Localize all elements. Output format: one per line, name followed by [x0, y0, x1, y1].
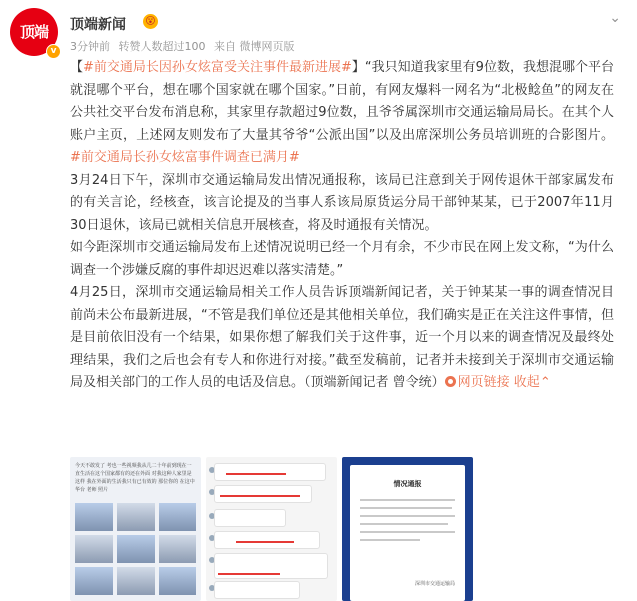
- collapse-label: 收起: [513, 375, 540, 390]
- link-icon: [445, 376, 456, 387]
- photo-tile: [159, 567, 196, 595]
- photo-tile: [117, 535, 155, 563]
- photo-tile: [75, 535, 113, 563]
- highlight-underline: [220, 495, 300, 497]
- notice-paper: [350, 465, 465, 601]
- post-meta: [70, 38, 300, 54]
- photo-tile: [75, 503, 113, 531]
- post-paragraph-1: [70, 57, 614, 170]
- post-header: [10, 8, 627, 56]
- notice-signature: 深圳市交通运输局: [414, 581, 455, 587]
- highlight-underline: [218, 573, 280, 575]
- post-paragraph-2: 3月24日下午，深圳市交通运输局发出情况通报称，该局已注意到关于网传退休干部家属发布的有关言论，经核查，该言论提及的当事人系该局原货运分局干部钟某某，已于2007年11月30日退休，该局已就相关信息开展核查，将及时通报有关情况。: [70, 172, 614, 233]
- notice-text-line: [360, 499, 455, 501]
- bracket-open: 【: [70, 60, 84, 75]
- highlight-underline: [236, 541, 294, 543]
- comment-bubble: [214, 531, 320, 549]
- repost-count: 转赞人数超过100: [118, 40, 206, 53]
- post-paragraph-3: 如今距深圳市交通运输局发布上述情况说明已经一个月有余，不少市民在网上发文称，“为什么调查一个涉嫌反腐的事件却迟迟难以落实清楚。”: [70, 240, 614, 278]
- image-gallery: [70, 457, 530, 601]
- photo-tile: [117, 567, 155, 595]
- web-link[interactable]: [445, 375, 510, 390]
- notice-text-line: [360, 531, 455, 533]
- screenshot-post-photos[interactable]: [70, 457, 201, 601]
- screenshot-comments[interactable]: [206, 457, 337, 601]
- post-paragraph-4: [70, 282, 614, 395]
- post-time[interactable]: 3分钟前: [70, 40, 110, 53]
- comment-bubble: [214, 463, 326, 481]
- comment-bubble: [214, 581, 300, 599]
- notice-title: 情况通报: [393, 480, 422, 488]
- account-name[interactable]: 顶端新闻: [70, 17, 126, 33]
- comment-bubble: [214, 553, 328, 579]
- highlight-underline: [226, 473, 286, 475]
- notice-text-line: [360, 515, 455, 517]
- verified-badge-icon: v: [46, 44, 61, 59]
- hashtag-inline[interactable]: #前交通局长孙女炫富事件调查已满月#: [70, 150, 300, 165]
- paragraph-4-text: 4月25日，深圳市交通运输局相关工作人员告诉顶端新闻记者，关于钟某某一事的调查情况目前尚未公布最新进展，“不管是我们单位还是其他相关单位，我们确实是正在关注这件事情，但是目前依旧没有一个结果，如果你想了解我们关于这件事，近一个月以来的调查情况及最终处理结果，我们之后也会有专人和你进行对接。”截至发稿前，记者并未接到关于深圳市交通运输局及相关部门的工作人员的电话及信息。（顶端新闻记者 曾令统）: [70, 285, 614, 390]
- thumb1-text: 今天不敢发了 考也一些视频我从几二十年前到现在一直生活在这个国家都有的还在外面 对我这种人家里是这样 我在外面的生活我只有已有效的 那位你的 在这中华台 老师 照片: [75, 463, 195, 493]
- bracket-close: 】: [351, 60, 365, 75]
- photo-tile: [159, 535, 196, 563]
- chevron-down-icon[interactable]: ⌄: [609, 10, 621, 26]
- screenshot-official-notice[interactable]: [342, 457, 473, 601]
- hashtag-headline[interactable]: #前交通局长因孙女炫富受关注事件最新进展#: [83, 60, 352, 75]
- avatar[interactable]: 顶端: [10, 8, 58, 56]
- post-source: 来自 微博网页版: [214, 40, 295, 53]
- notice-text-line: [360, 523, 448, 525]
- web-link-label: 网页链接: [457, 375, 510, 390]
- notice-text-line: [360, 507, 452, 509]
- collapse-button[interactable]: [514, 375, 551, 390]
- comment-bubble: [214, 509, 286, 527]
- photo-tile: [75, 567, 113, 595]
- notice-text-line: [360, 539, 420, 541]
- photo-tile: [159, 503, 196, 531]
- post-content: [70, 57, 614, 395]
- comment-bubble: [214, 485, 312, 503]
- photo-tile: [117, 503, 155, 531]
- chevron-up-icon: ⌃: [539, 375, 551, 390]
- member-badge-icon: 😮: [143, 14, 158, 29]
- paragraph-1-text: “我只知道我家里有9位数，我想混哪个平台就混哪个平台，想在哪个国家就在哪个国家。”日前，有网友爆料一网名为“北极鲶鱼”的网友在公共社交平台发布消息称，其家里存款超过9位数，且爷爷属深圳市交通运输局局长。在其个人账户主页，上述网友则发布了大量其爷爷“公派出国”以及出席深圳公务员培训班的合影图片。: [70, 60, 614, 143]
